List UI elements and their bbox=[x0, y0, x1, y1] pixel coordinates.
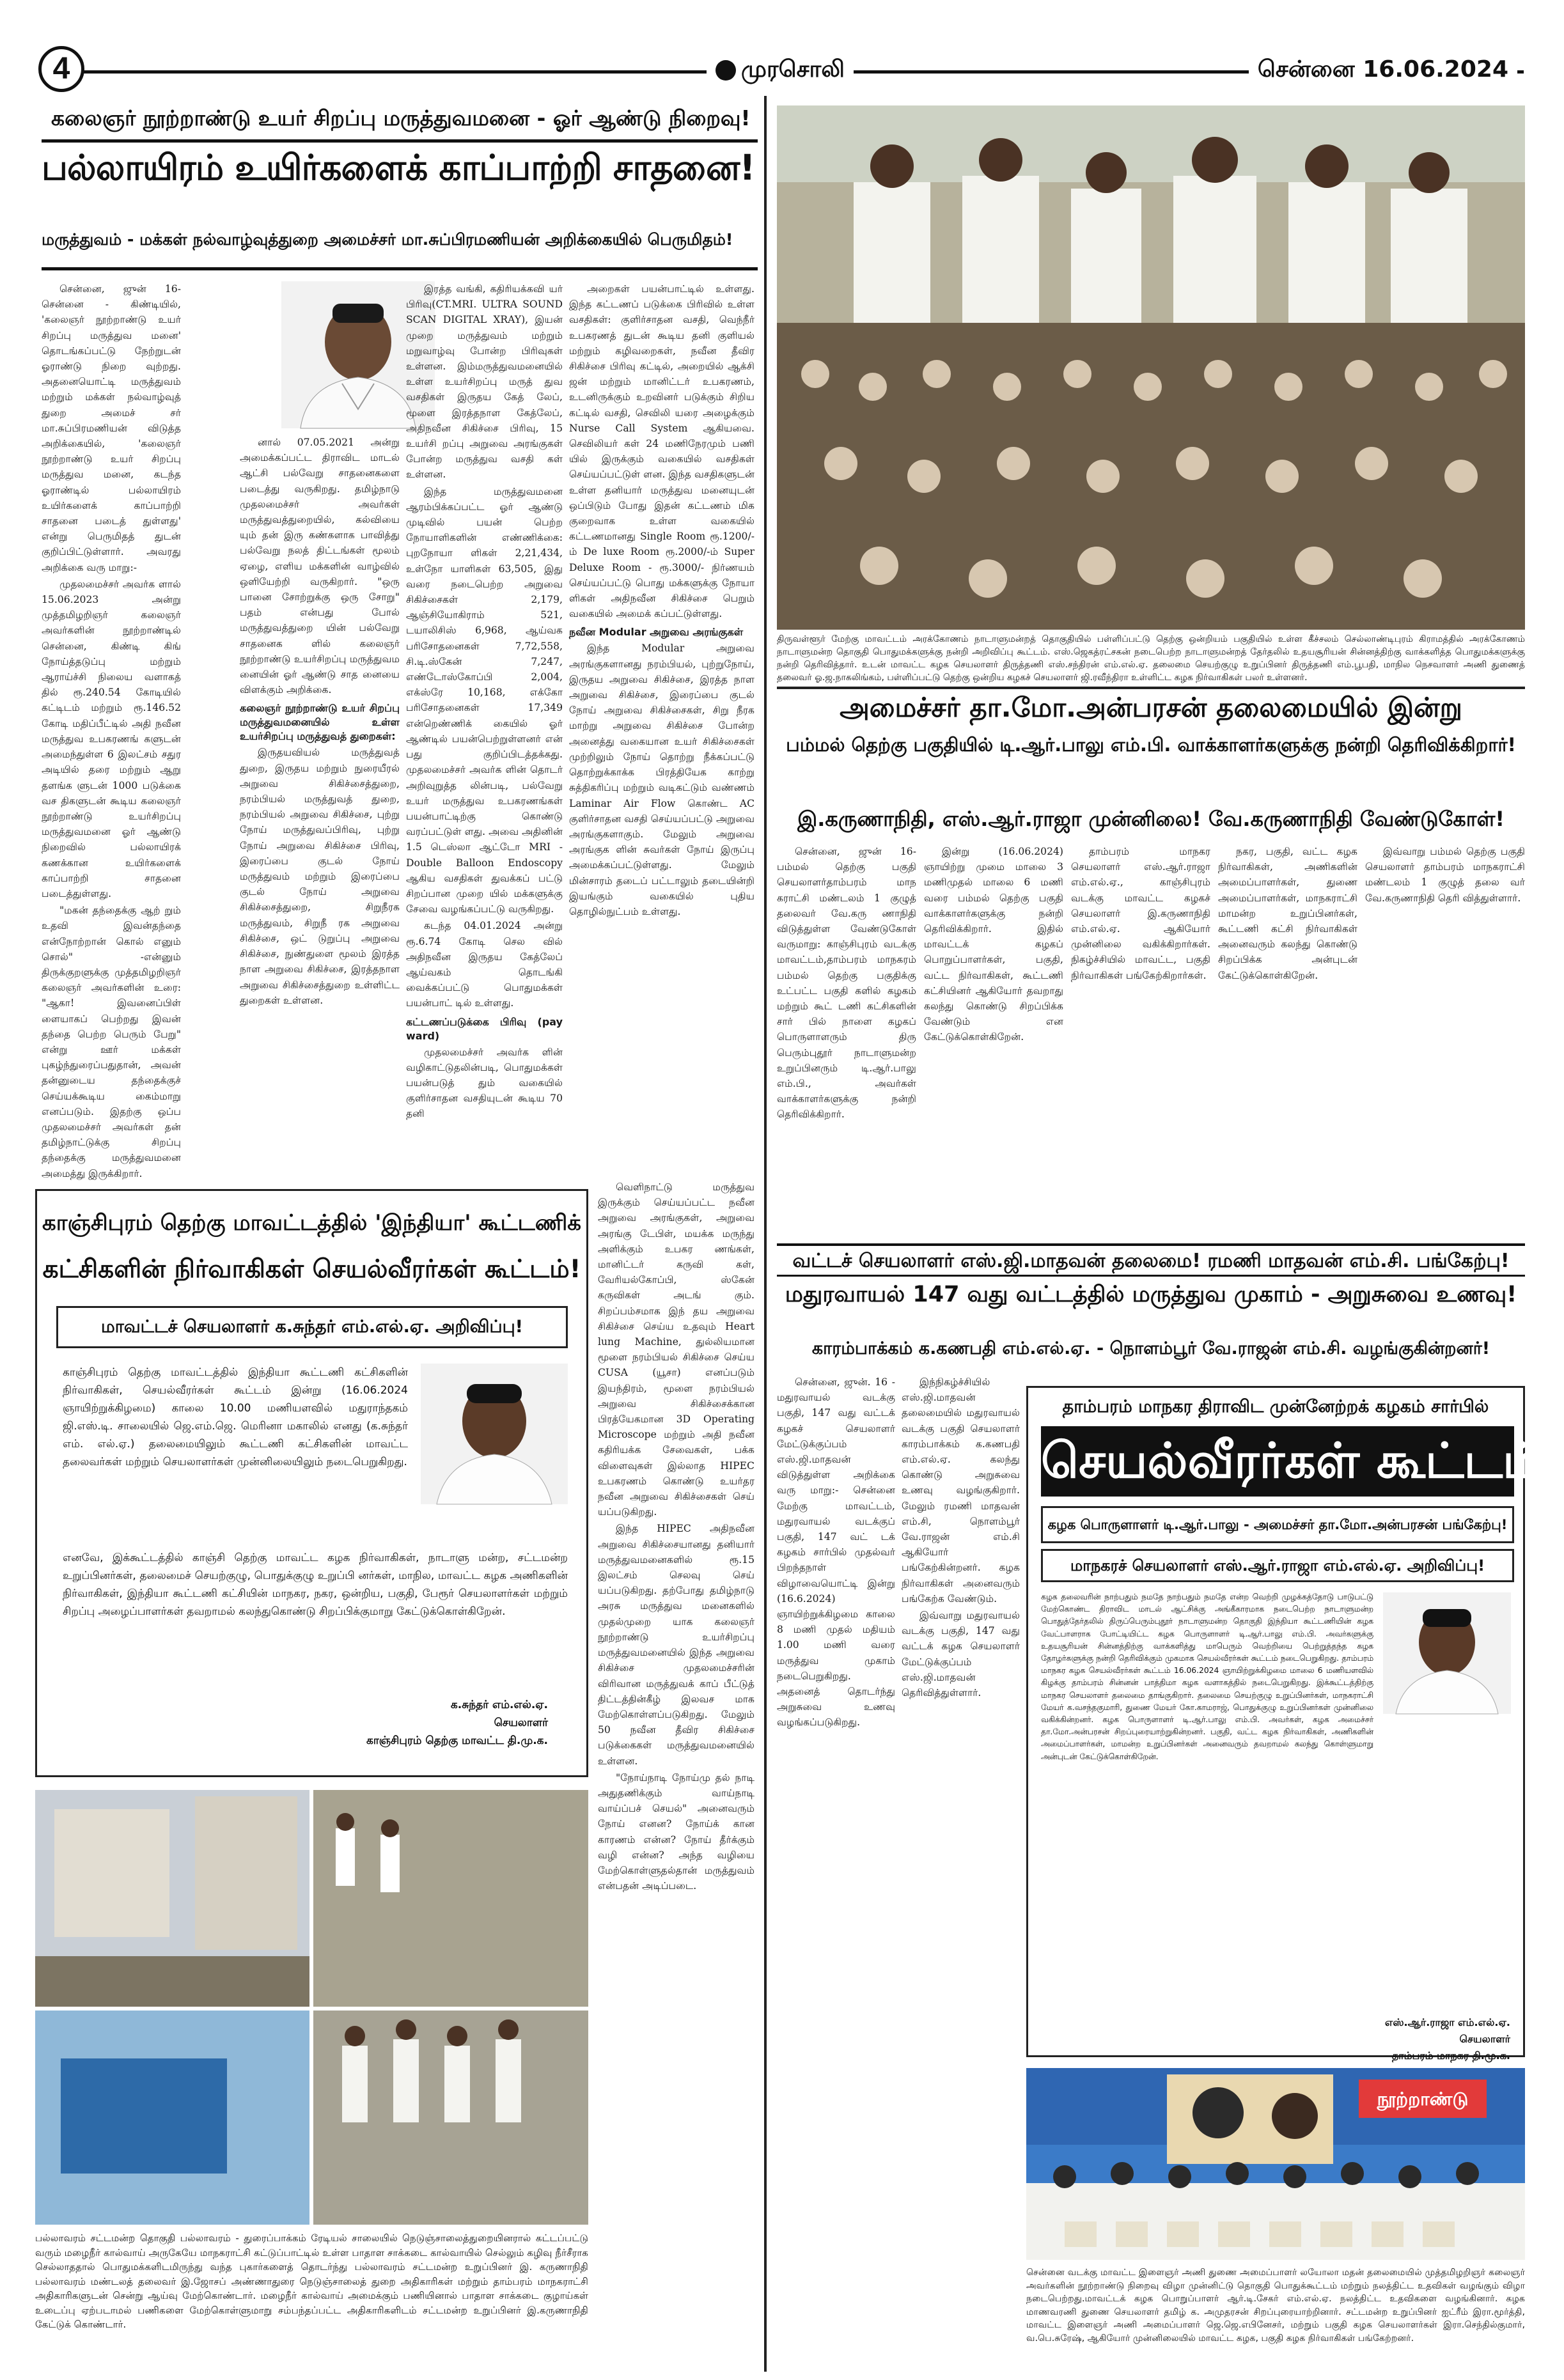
anbarasan-subhead: இ.கருணாநிதி, எஸ்.ஆர்.ராஜா முன்னிலை! வே.கருணாநிதி வேண்டுகோள்! bbox=[797, 807, 1505, 831]
madhuravoyal-headline: மதுரவாயல் 147 வது வட்டத்தில் மருத்துவ முகாம் - அறுசுவை உணவு! bbox=[785, 1282, 1517, 1307]
constituency-meeting-photo bbox=[777, 105, 1525, 630]
lead-col4-para-a: அறைகள் பயன்பாட்டில் உள்ளது. இந்த கட்டணப் படுக்கை பிரிவில் உள்ள வசதிகள்: குளிர்சாதன வசதி, வெந்நீர் உபகரணத் துடன் கூடிய தனி குளியல் மற்றும் கழிவறைகள், நவீன தீவிர சிகிச்சை பிரிவு கட்டில், அறையில் ஆக்சி ஜன் மற்றும் மானிட்டர் உபகரணம், உடனிருக்கும் உறவினர் படுக்கும் சிறிய கட்டில் வசதி, செவிலி யரை அழைக்கும் Nurse Call System ஆகியவை. செவிலியர் கள் 24 மணிநேரமும் பணி யில் இருக்கும் வகையில் வசதிகள் செய்யப்பட்டுள் ளன. இந்த வசதிகளுடன் உள்ள தனியார் மருத்துவ மனையுடன் ஒப்பிடும் போது இதன் கட்டணம் மிக குறைவாக உள்ள வகையில் கட்டணமானது Single Room ரூ.1200/-ம் De luxe Room ரூ.2000/-ம் Super Deluxe Room - ரூ.3000/- நிர்ணயம் செய்யப்பட்டு பொது மக்களுக்கு நோயா ளிகள் அதிநவீன சிகிச்சை பெறும் வகையில் அமைக் கப்பட்டுள்ளது. bbox=[569, 283, 755, 620]
page-number: 4 bbox=[38, 46, 84, 92]
lead-col3-para-d: முதலமைச்சர் அவர்க ளின் வழிகாட்டுதலின்படி, பொதுமக்கள் பயன்படுத் தும் வகையில் குளிர்சாதன வசதியுடன் கூடிய 70 தனி bbox=[406, 1046, 563, 1120]
madhuravoyal-subhead: காரம்பாக்கம் க.கணபதி எம்.எல்.ஏ. - நொளம்பூர் வே.ராஜன் எம்.சி. வழங்குகின்றனர்! bbox=[811, 1339, 1490, 1358]
lead-col3-subhead: கட்டணப்படுக்கை பிரிவு (pay ward) bbox=[406, 1015, 563, 1042]
anbarasan-col3-text: தாம்பரம் மாநகர செயலாளர் எஸ்.ஆர்.ராஜா எம்.எல்.ஏ., காஞ்சிபுரம் வடக்கு மாவட்ட கழகச் செயலாளர் இ.கருணாநிதி எம்.எல்.ஏ. ஆகியோர் முன்னிலை வகிக்கிறார்கள். நிகழ்ச்சியில் மாவட்ட, பகுதி நிர்வாகிகள் பங்கேற்கிறார்கள். bbox=[1071, 846, 1210, 981]
india-sign-org: காஞ்சிபுரம் தெற்கு மாவட்ட தி.மு.க. bbox=[366, 1734, 548, 1747]
anbarasan-column-3 bbox=[1071, 844, 1210, 1234]
madhuravoyal-column-1 bbox=[777, 1374, 895, 2372]
lead-col3-para-a: இரத்த வங்கி, கதிரியக்கவி யர் பிரிவு(CT.MRI. ULTRA SOUND SCAN DIGITAL XRAY), இயன் முறை மருத்துவம் மற்றும் மறுவாழ்வு போன்ற பிரிவுகள் உள்ளன. இம்மருத்துவமனையில் உள்ள உயர்சிறப்பு மருத் துவ வசதிகள் இருதய கேத் லேப், மூளை இரத்தநாள கேத்லேப், அதிநவீன சிகிச்சை பிரிவு, 15 உயர்சி றப்பு அறுவை அரங்குகள் போன்ற மருத்துவ வசதி கள் உள்ளன. bbox=[406, 283, 563, 481]
lead-subhead: மருத்துவம் - மக்கள் நல்வாழ்வுத்துறை அமைச்சர் மா.சுப்பிரமணியன் அறிக்கையில் பெருமிதம்! bbox=[42, 230, 733, 249]
lead-kicker-rule bbox=[42, 139, 758, 143]
tambaram-secretary-photo bbox=[1383, 1592, 1511, 1714]
chennai-north-function-photo bbox=[1026, 2068, 1525, 2260]
newspaper-brand bbox=[707, 56, 854, 86]
lead-kicker: கலைஞர் நூற்றாண்டு உயர் சிறப்பு மருத்துவமனை - ஓர் ஆண்டு நிறைவு! bbox=[51, 105, 751, 130]
anbarasan-column-4 bbox=[1218, 844, 1357, 1234]
lead-column-3 bbox=[406, 281, 563, 1173]
madhuravoyal-col3-text: இவ்வாறு மதுரவாயல் வடக்கு பகுதி, 147 வது வட்டக் கழக செயலாளர் மேட்டுக்குப்பம் எஸ்.ஜி.மாதவன் தெரிவித்துள்ளார். bbox=[902, 1610, 1020, 1699]
meeting-photo-caption: திருவள்ளூர் மேற்கு மாவட்டம் அரக்கோணம் நாடாளுமன்றத் தொகுதியில் பள்ளிப்பட்டு தெற்கு ஒன்றியம் பகுதியில் உள்ள கீச்சலம் செல்லாண்டிபுரம் கிராமத்தில் அரக்கோணம் நாடாளுமன்ற தொகுதி பொதுமக்களுக்கு நன்றி அறிவிப்பு கூட்டம். எஸ்.ஜெகத்ரட்சகன் நடைபெற்ற நாடாளுமன்றத் தேர்தலில் உதயசூரியன் சின்னத்திற்கு வாக்களித்த பொதுமக்களுக்கு நன்றி தெரிவித்தார். உடன் மாவட்ட கழக செயலாளர் திருத்தணி எஸ்.சந்திரன் எம்.எல்.ஏ. தலைமை செயற்குழு உறுப்பினர் திருத்தணி எம்.பூபதி, மாநில நெசவாளர் அணி துணைத் தலைவர் ஓ.ஜ.நாகலிங்கம், பள்ளிப்பட்டு தெற்கு ஒன்றிய கழகச் செயலாளர் ஜி.ரவீந்திரா உள்ளிட்ட கழக நிர்வாகிகள் பலர் உள்ளனர். bbox=[777, 634, 1525, 683]
tambaram-kicker: தாம்பரம் மாநகர திராவிட முன்னேற்றக் கழகம் சார்பில் bbox=[1062, 1397, 1489, 1417]
brand-name: முரசொலி bbox=[741, 56, 845, 82]
anbarasan-col1-text: சென்னை, ஜுன் 16- பம்மல் தெற்கு பகுதி செயலாளர்தாம்பரம் மாந கராட்சி மண்டலம் 1 குழுத் தலைவர் வே.கரு ணாநிதி விடுத்துள்ள வேண்டுகோள் வருமாறு: காஞ்சிபுரம் வடக்கு மாவட்டம்,தாம்பரம் மாநகரம் பம்மல் தெற்கு பகுதிக்கு உட்பட்ட பகுதி களில் கழகம் மற்றும் கூட் டணி கட்சிகளின் சார் பில் நாளை கழகப் பொருளாளரும் திரு பெரும்புதூர் நாடாளுமன்ற உறுப்பினரும் டி.ஆர்.பாலு எம்.பி., அவர்கள் வாக்காளர்களுக்கு நன்றி தெரிவிக்கிறார். bbox=[777, 846, 916, 1121]
anbarasan-headline: பம்மல் தெற்கு பகுதியில் டி.ஆர்.பாலு எம்.பி. வாக்காளர்களுக்கு நன்றி தெரிவிக்கிறார்! bbox=[786, 734, 1516, 756]
tambaram-subhead-1: கழக பொருளாளர் டி.ஆர்.பாலு - அமைச்சர் தா.மோ.அன்பரசன் பங்கேற்பு! bbox=[1041, 1506, 1514, 1543]
tambaram-sign-org: தாம்பரம் மாநகர தி.மு.க. bbox=[1391, 2049, 1510, 2062]
lead-headline: பல்லாயிரம் உயிர்களைக் காப்பாற்றி சாதனை! bbox=[42, 147, 755, 188]
lead-col1-para-c: "மகன் தந்தைக்கு ஆற் றும் உதவி இவன்தந்தை என்நோற்றான் கொல் எனும் சொல்" -என்னும் திருக்குறளுக்கு முத்தமிழறிஞர் கலைஞர் அவர்களின் உரை: "ஆகா! இவனைப்பிள் ளையாகப் பெற்றது இவன் தந்தை பெற்ற பெரும் பேறு" என்று ஊர் மக்கள் புகழ்ந்துரைப்பதுதான், அவன் தன்னுடைய தந்தைக்குச் செய்யக்கூடிய கைம்மாறு எனப்படும். இதற்கு ஒப்ப முதலமைச்சர் அவர்கள் தன் தமிழ்நாட்டுக்கு சிறப்பு தந்தைக்கு மருத்துவமனை அமைத்து இருக்கிறார். bbox=[42, 905, 181, 1179]
tambaram-sign-name: எஸ்.ஆர்.ராஜா எம்.எல்.ஏ. bbox=[1384, 2016, 1510, 2028]
lead-col5-para-c: "நோய்நாடி நோய்மு தல் நாடி அதுதணிக்கும் வாய்நாடி வாய்ப்பச் செயல்" அனைவரும் நோய் எனன? நோய்க் கான காரணம் என்ன? நோய் தீர்க்கும் வழி என்ன? அந்த வழியை மேற்கொள்ளுதல்தான் மருத்துவம் என்பதன் அடிப்படை. bbox=[598, 1771, 755, 1892]
dateline: சென்னை 16.06.2024 bbox=[1249, 56, 1517, 86]
lead-col1-para-a: சென்னை, ஜுன் 16- சென்னை - கிண்டியில், 'கலைஞர் நூற்றாண்டு உயர் சிறப்பு மருத்துவ மனை' தொடங்கப்பட்டு நேற்றுடன் ஓராண்டு நிறை வுற்றது. அதனையொட்டி மருத்துவம் மற்றும் மக்கள் நல்வாழ்வுத் துறை அமைச் சர் மா.சுப்பிரமணியன் விடுத்த அறிக்கையில், 'கலைஞர் நூற்றாண்டு உயர் சிறப்பு மருத்துவ மனை, கடந்த ஓராண்டில் பல்லாயிரம் உயிர்களைக் காப்பாற்றி சாதனை படைத் துள்ளது' என்று பெருமிதத் துடன் குறிப்பிட்டுள்ளார். அவரது அறிக்கை வரு மாறு:- bbox=[42, 283, 181, 573]
india-sign-name: க.சுந்தர் எம்.எல்.ஏ. bbox=[450, 1699, 548, 1711]
tambaram-signature bbox=[1385, 2014, 1510, 2064]
india-body-1: காஞ்சிபுரம் தெற்கு மாவட்டத்தில் இந்தியா கூட்டணி கட்சிகளின் நிர்வாகிகள், செயல்வீரர்கள் கூட்டம் இன்று (16.06.2024 ஞாயிற்றுக்கிழமை) காலை 10.00 மணியளவில் மதுராந்தகம் ஜி.எஸ்.டி. சாலையில் ஜெ.எம்.ஜெ. மெரினா மகாலில் எனது (க.சுந்தர் எம். எல்.ஏ.) தலைமையிலும் கூட்டணி கட்சிகளின் மாவட்ட தலைவர்கள் மற்றும் செயலாளர்கள் முன்னிலையிலும் நடைபெறுகிறது. bbox=[63, 1366, 408, 1468]
lead-col2-subhead: கலைஞர் நூற்றாண்டு உயர் சிறப்பு மருத்துவமனையில் உள்ள உயர்சிறப்பு மருத்துவத் துறைகள்: bbox=[240, 702, 400, 743]
lead-col5-para-b: இந்த HIPEC அதிநவீன அறுவை சிகிச்சையானது தனியார் மருத்துவமனைகளில் ரூ.15 இலட்சம் செலவு செய் யப்படுகிறது. தற்போது தமிழ்நாடு அரசு மருத்துவ மனைகளில் முதல்முறை யாக கலைஞர் நூற்றாண்டு உயர்சிறப்பு மருத்துவமனையில் இந்த அறுவை சிகிச்சை முதலமைச்சரின் விரிவான மருத்துவக் காப் பீட்டுத் திட்டத்தின்கீழ் இலவச மாக மேற்கொள்ளப்படுகிறது. மேலும் 50 நவீன தீவிர சிகிச்சை படுக்கைகள் மருத்துவமனையில் உள்ளன. bbox=[598, 1523, 755, 1767]
center-column-rule bbox=[764, 96, 767, 2372]
tambaram-sign-title: செயலாளர் bbox=[1459, 2033, 1510, 2045]
masthead bbox=[0, 0, 1543, 96]
lead-column-4 bbox=[569, 281, 755, 1173]
india-alliance-notice-box bbox=[35, 1189, 588, 1777]
chennai-north-caption: சென்னை வடக்கு மாவட்ட இளைஞர் அணி துணை அமைப்பாளர் லயோலா மதன் தலைமையில் முத்தமிழறிஞர் கலைஞர் அவர்களின் நூற்றாண்டு நிறைவு விழா முன்னிட்டு தொகுதி பொதுக்கூட்டம் மற்றும் நலத்திட்ட உதவிகள் வழங்கும் விழா நடைபெற்றது.மாவட்டக் கழக பொறுப்பாளர் ஆர்.டி.சேகர் எம்.எல்.ஏ. நலத்திட்ட உதவிகளை வழங்கினார். கழக மாணவரணி துணை செயலாளர் தமிழ் க. அமுதரசன் சிறப்புரையாற்றினார். சட்டமன்ற உறுப்பினர் ஐட்ரீம் இரா.மூர்த்தி, மாவட்ட இளைஞர் அணி அமைப்பாளர் ஜெ.ஜெ.எபினேசர், மற்றும் பகுதி கழக செயலாளர்கள் இரா.செந்தில்குமார், வ.பெ.சுரேஷ், ஆகியோர் முன்னிலையில் மாவட்ட கழக, பகுதி கழக நிர்வாகிகள் பங்கேற்றனர். bbox=[1026, 2267, 1525, 2344]
pallavaram-inspection-photo bbox=[35, 1790, 588, 2225]
tambaram-body: கழக தலைவரின் நாற்பதும் நமதே நாற்பதும் நமதே என்ற வெற்றி முழக்கத்தோடு பாடுபட்டு மேற்கொண்ட திராவிட மாடல் ஆட்சிக்கு அங்கீகாரமாக நடைபெற்ற நாடாளுமன்ற பொதுத்தேர்தலில் திருப்பெரும்புதூர் நாடாளுமன்ற தொகுதி இந்தியா கூட்டணியின் கழக வேட்பாளராக போட்டியிட்ட கழக பொருளாளர் டி.ஆர்.பாலு எம்.பி. அவர்களுக்கு உதயசூரியன் சின்னத்திற்கு வாக்களித்து மாபெரும் வெற்றியை பெற்றுத்தந்த கழக தோழர்களுக்கு நன்றி தெரிவிக்கும் முகமாக செயல்வீரர்கள் கூட்டம் நடைபெறுகிறது. தாம்பரம் மாநகர கழக செயல்வீரர்கள் கூட்டம் 16.06.2024 ஞாயிற்றுக்கிழமை மாலை 6 மணியளவில் கிழக்கு தாம்பரம் சின்னன் பாத்திமா கழக வளாகத்தில் நடைபெறுகிறது. இக்கூட்டத்திற்கு மாநகர செயலாளர் தலைமை தாங்குகிறார். தலைமை செயற்குழு உறுப்பினர்கள், மாநகராட்சி மேயர் க.வசந்தகுமாரி, துணை மேயர் கோ.காமராஜ், பொதுக்குழு உறுப்பினர்கள் முன்னிலை வகிக்கின்றனர். கழக பொருளாளர் டி.ஆர்.பாலு எம்.பி. அவர்கள், கழக அமைச்சர் தா.மோ.அன்பரசன் சிறப்புரையாற்றுகின்றனர். பகுதி, வட்ட கழக நிர்வாகிகள், அணிகளின் அமைப்பாளர்கள், மாமன்ற உறுப்பினர்கள் அனைவரும் தவறாமல் கலந்து கொள்ளுமாறு அன்புடன் கேட்டுக்கொள்கிறேன். bbox=[1041, 1592, 1373, 1761]
pallavaram-caption: பல்லாவரம் சட்டமன்ற தொகுதி பல்லாவரம் - துரைப்பாக்கம் ரேடியல் சாலையில் நெடுஞ்சாலைத்துறையினரால் கட்டப்பட்டு வரும் மழைநீர் கால்வாய் அருகேயே மாநகராட்சி கட்டுப்பாட்டில் உள்ள பாதாள சாக்கடை கால்வாயில் செல்லும் கழிவு நீர்சீராக செல்லாததால் பொதுமக்களிடமிருந்து வந்த புகார்களைத் தொடர்ந்து பல்லாவரம் சட்டமன்ற உறுப்பினர் இ. கருணாநிதி பல்லாவரம் மண்டலத் தலைவர் இ.ஜோசப் அண்ணாதுரை நெடுஞ்சாலைத் துறை அதிகாரிகள் மற்றும் தாம்பரம் மாநகராட்சி அதிகாரிகளுடன் சென்று ஆய்வு மேற்கொண்டார். மழைநீர் கால்வாய் அமைக்கும் பணியினால் பாதாள சாக்கடை குழாய்கள் உடைப்பு ஏற்படாமல் பணிகளை மேற்கொள்ளுமாறு சம்பந்தப்பட்ட அதிகாரிகளிடம் சட்டமன்ற உறுப்பினர் இ.கருணாநிதி கேட்டுக் கொண்டார். bbox=[35, 2232, 589, 2330]
india-headline-line2: கட்சிகளின் நிர்வாகிகள் செயல்வீரர்கள் கூட்டம்! bbox=[42, 1255, 581, 1284]
madhuravoyal-col2-text: இந்நிகழ்ச்சியில் எஸ்.ஜி.மாதவன் தலைமையில் மதுரவாயல் வடக்கு பகுதி செயலாளர் காரம்பாக்கம் க.கணபதி எம்.எல்.ஏ. கலந்து கொண்டு அறுசுவை உணவு வழங்குகிறார். மேலும் ரமணி மாதவன் எம்.சி, நொளம்பூர் வே.ராஜன் எம்.சி ஆகியோர் பங்கேற்கின்றனர். கழக நிர்வாகிகள் அனைவரும் பங்கேற்க வேண்டும். bbox=[902, 1376, 1020, 1605]
anbarasan-column-1 bbox=[777, 844, 916, 1234]
lead-col4-subhead: நவீன Modular அறுவை அரங்குகள் bbox=[569, 626, 744, 639]
lead-col5-para-a: வெளிநாட்டு மருத்துவ இருக்கும் செய்யப்பட்ட நவீன அறுவை அரங்குகள், அறுவை அரங்கு டேபிள், மயக்க மருந்து அளிக்கும் உபகர ணங்கள், மானிட்டர் கருவி கள், வேரியல்கோப்பி, ஸ்கேன் கருவிகள் அடங் கும். சிறப்பம்சமாக இந் தய அறுவை சிகிச்சை செய்ய உதவும் Heart lung Machine, துல்லியமான மூளை நரம்பியல் சிகிச்சை செய்ய CUSA (யூசா) எனப்படும் இயந்திரம், மூளை நரம்பியல் அறுவை சிகிச்சைக்கான பிரத்யேகமான 3D Operating Microscope மற்றும் அதி நவீன கதிரியக்க சேவைகள், பக்க விளைவுகள் இல்லாத HIPEC உபகரணம் கொண்டு உயர்தர நவீன அறுவை சிகிச்சைகள் செய் யப்படுகிறது. bbox=[598, 1181, 755, 1518]
rooster-logo-icon bbox=[716, 60, 736, 81]
tambaram-headline: செயல்வீரர்கள் கூட்டம்! bbox=[1041, 1426, 1514, 1497]
lead-col3-para-b: இந்த மருத்துவமனை ஆரம்பிக்கப்பட்ட ஓர் ஆண்டு முடிவில் பயன் பெற்ற நோயாளிகளின் எண்ணிக்கை: புறநோயா ளிகள் 2,21,434, உள்நோ யாளிகள் 63,505, இது வரை நடைபெற்ற அறுவை சிகிச்சைகள் 2,179, ஆஞ்சியோகிராம் 521, டயாலிசிஸ் 6,968, ஆய்வக பரிசோதனைகள் 7,72,558, சி.டி.ஸ்கேன் 7,247, எண்டோஸ்கோப்பி 2,004, எக்ஸ்ரே 10,168, எக்கோ பரிசோதனைகள் 17,349 என்றெண்ணிக் கையில் ஓர் ஆண்டில் பயன்பெற்றுள்ளனர் என் பது குறிப்பிடத்தக்கது. முதலமைச்சர் அவர்க ளின் தொடர் அறிவுறுத்த லின்படி, பல்வேறு உயர் மருத்துவ உபகரணங்கள் பயன்பாட்டிற்கு கொண்டு வரப்பட்டுள் ளது. அவை அதினின் 1.5 டெஸ்லா ஆட்டோ MRI - Double Balloon Endoscopy ஆகிய வசதிகள் துவக்கப் பட்டு சிறப்பான முறை யில் மக்களுக்கு சேவை வழங்கப்பட்டு வருகிறது. bbox=[406, 485, 563, 915]
lead-column-5 bbox=[598, 1179, 755, 2368]
madhuravoyal-col1-text: சென்னை, ஜுன். 16 - மதுரவாயல் வடக்கு பகுதி, 147 வது வட்டக் கழகச் செயலாளர் மேட்டுக்குப்பம் எஸ்.ஜி.மாதவன் விடுத்துள்ள அறிக்கை வரு மாறு:- சென்னை மேற்கு மாவட்டம், மதுரவாயல் வடக்குப் பகுதி, 147 வட் டக் கழகம் சார்பில் முதல்வர் பிறந்தநாள் விழாவையொட்டி இன்று (16.6.2024) ஞாயிற்றுக்கிழமை காலை 8 மணி முதல் மதியம் 1.00 மணி வரை மருத்துவ முகாம் நடைபெறுகிறது. அதனைத் தொடர்ந்து அறுசுவை உணவு வழங்கப்படுகிறது. bbox=[777, 1376, 895, 1729]
anbarasan-column-2 bbox=[924, 844, 1063, 1234]
district-secretary-photo bbox=[421, 1364, 568, 1504]
india-headline-line1: காஞ்சிபுரம் தெற்கு மாவட்டத்தில் 'இந்தியா' கூட்டணிக் bbox=[42, 1210, 582, 1236]
lead-column-2 bbox=[240, 435, 400, 1173]
lead-column-2-top bbox=[187, 281, 277, 428]
anbarasan-col5-text: இவ்வாறு பம்மல் தெற்கு பகுதி செயலாளர் தாம்பரம் மாநகராட்சி மண்டலம் 1 குழுத் தலை வர் வே.கருணாநிதி தெரி வித்துள்ளார். bbox=[1365, 846, 1525, 904]
lead-col4-para-b: இந்த Modular அறுவை அரங்குகளானது நரம்பியல், புற்றுநோய், இருதய அறுவை சிகிச்சை, இரத்த நாள அறுவை சிகிச்சை, இரைப்பை குடல் நோய் அறுவை சிகிச்சைகள், சிறு நீரக மாற்று அறுவை சிகிச்சை போன்ற அனைத்து வகையான உயர் சிகிச்சைகள் முற்றிலும் நோய் தொற்று நீக்கப்பட்டு தொற்றுக்காக்க பிரத்தியேக காற்று சுத்திகரிப்பு மற்றும் வடிகட்டும் வண்ணம் Laminar Air Flow கொண்ட AC குளிர்சாதன வசதி செய்யப்பட்டு அறுவை அரங்குகளாகும். மேலும் அறுவை அரங்குக ளின் சுவர்கள் நோய் இருப்பு அமைக்கப்பட்டுள்ளது. மேலும் மின்சாரம் தடைப் பட்டாலும் தடையின்றி இயங்கும் வகையில் புதிய தொழில்நுட்பம் உள்ளது. bbox=[569, 642, 755, 917]
india-signature bbox=[366, 1696, 548, 1750]
lead-col1-para-b: முதலமைச்சர் அவர்க ளால் 15.06.2023 அன்று முத்தமிழறிஞர் கலைஞர் அவர்களின் நூற்றாண்டில் சென்னை, கிண்டி கிங் நோய்த்தடுப்பு மற்றும் ஆராய்ச்சி நிலைய வளாகத் தில் ரூ.240.54 கோடியில் கட்டிடம் மற்றும் ரூ.146.52 கோடி மதிப்பீட்டில் அதி நவீன மருத்துவ உபகரணங் களுடன் அமைந்துள்ள 6 இலட்சம் சதுர அடியில் தரை மற்றும் ஆறு தளங்க ளுடன் 1000 படுக்கை வச திகளுடன் கூடிய கலைஞர் நூற்றாண்டு உயர்சிறப்பு மருத்துவமனை ஓர் ஆண்டு நிறைவில் பல்லாயிரக் கணக்கான உயிர்களைக் காப்பாற்றி சாதனை படைத்துள்ளது. bbox=[42, 578, 181, 899]
tambaram-subhead-2: மாநகரச் செயலாளர் எஸ்.ஆர்.ராஜா எம்.எல்.ஏ. அறிவிப்பு! bbox=[1041, 1549, 1514, 1582]
anbarasan-kicker: அமைச்சர் தா.மோ.அன்பரசன் தலைமையில் இன்று bbox=[840, 692, 1462, 723]
banner-text: நூற்றாண்டு bbox=[1377, 2088, 1469, 2110]
lead-subhead-rule bbox=[42, 267, 758, 270]
india-subhead: மாவட்டச் செயலாளர் க.சுந்தர் எம்.எல்.ஏ. அறிவிப்பு! bbox=[56, 1306, 568, 1348]
lead-col2-para-a: னால் 07.05.2021 அன்று அமைக்கப்பட்ட திராவிட மாடல் ஆட்சி பல்வேறு சாதனைகளை படைத்து வருகிறது. தமிழ்நாடு முதலமைச்சர் அவர்கள் மருத்துவத்துறையில், கல்வியை யும் தன் இரு கண்களாக பாவித்து பல்வேறு நலத் திட்டங்கள் மூலம் ஏழை, எளிய மக்களின் வாழ்வில் ஒளியேற்றி வருகிறார். "ஒரு பானை சோற்றுக்கு ஒரு சோறு" பதம் என்பது போல் மருத்துவத்துறை யின் பல்வேறு சாதனைக ளில் கலைஞர் நூற்றாண்டு உயர்சிறப்பு மருத்துவம னையின் ஓர் ஆண்டு சாத னையை விளக்கும் அறிக்கை. bbox=[240, 437, 400, 696]
lead-col2-para-b: இருதயவியல் மருத்துவத் துறை, இருதய மற்றும் நுரையீரல் அறுவை சிகிச்சைத்துறை, நரம்பியல் மருத்துவத் துறை, நரம்பியல் அறுவை சிகிச்சை, புற்று நோய் மருத்துவப்பிரிவு, புற்று நோய் அறுவை சிகிச்சை பிரிவு, இரைப்பை குடல் நோய் மருத்துவம் மற்றும் இரைப்பை குடல் நோய் அறுவை சிகிச்சைத்துறை, சிறுநீரக மருத்துவம், சிறுநீ ரக அறுவை சிகிச்சை, ஒட் டுறுப்பு அறுவை சிகிச்சை, நுண்துளை மூலம் இரத்த நாள அறுவை சிகிச்சை, இரத்தநாள அறுவை சிகிச்சைத்துறை உள்ளிட்ட துறைகள் உள்ளன. bbox=[240, 747, 400, 1006]
madhuravoyal-column-2 bbox=[902, 1374, 1020, 2372]
india-body-2: எனவே, இக்கூட்டத்தில் காஞ்சி தெற்கு மாவட்ட கழக நிர்வாகிகள், நாடாளு மன்ற, சட்டமன்ற உறுப்பினர்கள், தலைமைச் செயற்குழு, பொதுக்குழு உறுப்பி னர்கள், மாநில, மாவட்ட கழக அணிகளின் நிர்வாகிகள், இந்தியா கூட்டணி கட்சியின் மாநகர, நகர, ஒன்றிய, பகுதி, பேரூர் செயலாளர்கள் மற்றும் சிறப்பு அழைப்பாளர்கள் தவறாமல் கலந்துகொண்டு சிறப்பிக்குமாறு கேட்டுக்கொள்கிறேன். bbox=[63, 1552, 568, 1618]
madhuravoyal-kicker: வட்டச் செயலாளர் எஸ்.ஜி.மாதவன் தலைமை! ரமணி மாதவன் எம்.சி. பங்கேற்பு! bbox=[777, 1243, 1525, 1277]
anbarasan-column-5 bbox=[1365, 844, 1525, 1234]
anbarasan-col4-text: நகர, பகுதி, வட்ட கழக நிர்வாகிகள், அணிகளின் அமைப்பாளர்கள், துணை அமைப்பாளர்கள், மாநகராட்சி மாமன்ற உறுப்பினர்கள், கூட்டணி கட்சி நிர்வாகிகள் அனைவரும் கலந்து கொண்டு சிறப்பிக்க அன்புடன் கேட்டுக்கொள்கிறேன். bbox=[1218, 846, 1357, 981]
anbarasan-col2-text: இன்று (16.06.2024) ஞாயிற்று முமை மாலை 3 மணிமுதல் மாலை 6 மணி வரை பம்மல் தெற்கு பகுதி வாக்காளர்களுக்கு நன்றி தெரிவிக்கிறார். இதில் மாவட்டக் கழகப் பொறுப்பாளர்கள், பகுதி, வட்ட நிர்வாகிகள், கூட்டணி கட்சியினர் ஆகியோர் தவறாது கலந்து கொண்டு சிறப்பிக்க வேண்டும் என கேட்டுக்கொள்கிறேன். bbox=[924, 846, 1063, 1043]
anbarasan-top-rule bbox=[777, 687, 1525, 689]
tambaram-dmk-notice-box bbox=[1026, 1386, 1564, 2062]
lead-column-1 bbox=[42, 281, 181, 1179]
lead-col3-para-c: கடந்த 04.01.2024 அன்று ரூ.6.74 கோடி செல வில் அதிநவீன இருதய கேத்லேப் ஆய்வகம் தொடங்கி வைக்கப்பட்டு பொதுமக்கள் பயன்பாட் டில் உள்ளது. bbox=[406, 920, 563, 1009]
india-sign-title: செயலாளர் bbox=[494, 1716, 548, 1729]
